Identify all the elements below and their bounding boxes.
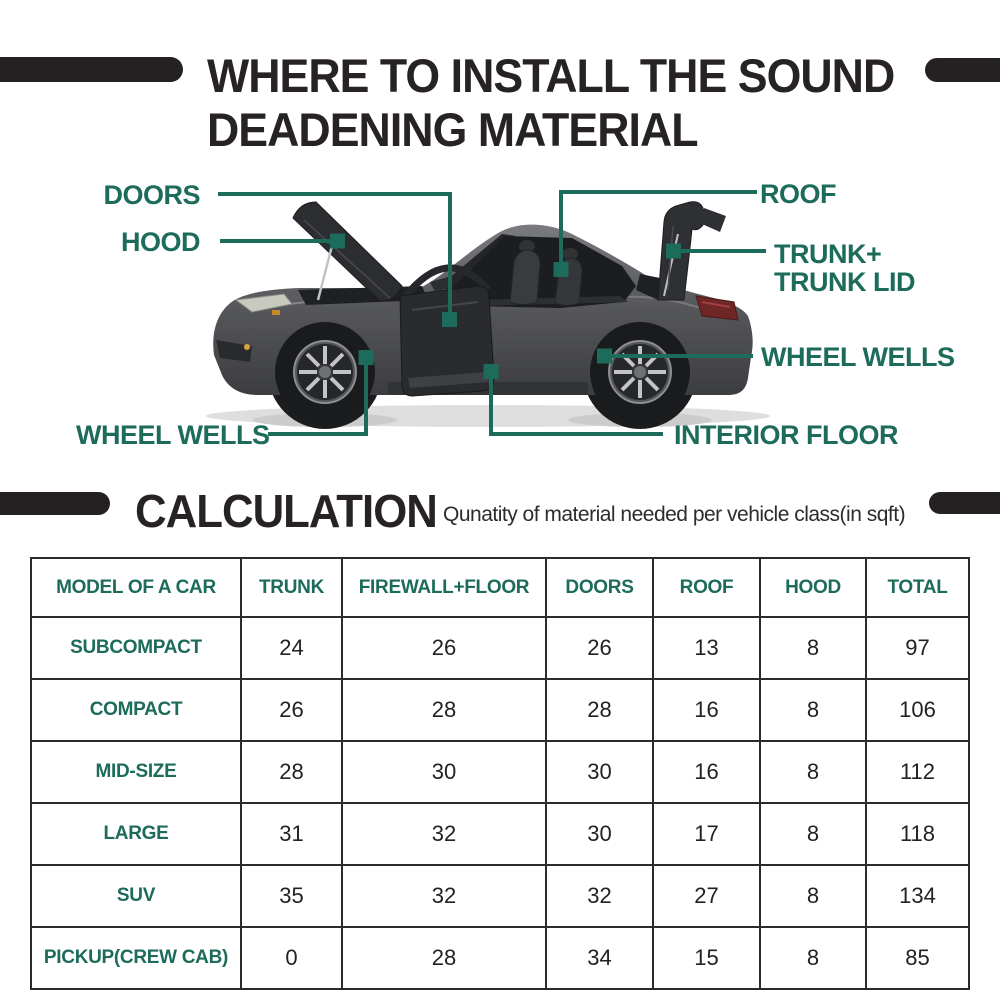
taillight — [696, 296, 738, 320]
cell-trunk: 28 — [241, 741, 342, 803]
title-left-bar — [0, 57, 183, 82]
table-header-row — [31, 558, 969, 617]
marker-interior-floor — [484, 364, 499, 379]
header-doors: DOORS — [546, 558, 653, 617]
cell-roof: 17 — [653, 803, 760, 865]
cell-doors: 34 — [546, 927, 653, 989]
cell-firewall-floor: 28 — [342, 927, 546, 989]
main-title-line2: DEADENING MATERIAL — [207, 103, 698, 156]
main-title-line1: WHERE TO INSTALL THE SOUND — [207, 49, 895, 102]
calculation-subtitle: Qunatity of material needed per vehicle class(in sqft) — [443, 503, 906, 526]
cell-trunk: 31 — [241, 803, 342, 865]
label-doors: DOORS — [103, 180, 200, 210]
table-row — [31, 617, 969, 679]
cell-total: 118 — [866, 803, 969, 865]
rear-wheel — [590, 322, 690, 422]
marker-wheel-wells-left — [359, 350, 374, 365]
label-trunk-line2: TRUNK LID — [774, 267, 915, 297]
cell-doors: 30 — [546, 741, 653, 803]
open-hood — [293, 202, 402, 301]
calculation-heading: CALCULATION — [135, 485, 437, 537]
cell-roof: 27 — [653, 865, 760, 927]
cell-hood: 8 — [760, 679, 866, 741]
table-row — [31, 741, 969, 803]
cell-hood: 8 — [760, 741, 866, 803]
row-model: COMPACT — [31, 679, 241, 741]
table-row — [31, 927, 969, 989]
marker-hood — [330, 234, 345, 249]
cell-total: 112 — [866, 741, 969, 803]
header-trunk: TRUNK — [241, 558, 342, 617]
cell-firewall-floor: 30 — [342, 741, 546, 803]
cell-roof: 13 — [653, 617, 760, 679]
cell-doors: 32 — [546, 865, 653, 927]
header-hood: HOOD — [760, 558, 866, 617]
cell-roof: 16 — [653, 741, 760, 803]
calc-left-bar — [0, 492, 110, 515]
cell-roof: 15 — [653, 927, 760, 989]
marker-trunk — [666, 244, 681, 259]
cell-total: 106 — [866, 679, 969, 741]
label-trunk-line1: TRUNK+ — [774, 239, 882, 269]
cell-doors: 28 — [546, 679, 653, 741]
cell-trunk: 35 — [241, 865, 342, 927]
header-total: TOTAL — [866, 558, 969, 617]
marker-doors — [442, 312, 457, 327]
header-roof: ROOF — [653, 558, 760, 617]
cell-hood: 8 — [760, 803, 866, 865]
front-wheel — [275, 322, 375, 422]
table-row — [31, 865, 969, 927]
row-model: SUBCOMPACT — [31, 617, 241, 679]
cell-total: 85 — [866, 927, 969, 989]
cell-firewall-floor: 28 — [342, 679, 546, 741]
cell-roof: 16 — [653, 679, 760, 741]
row-model: SUV — [31, 865, 241, 927]
marker-roof — [554, 262, 569, 277]
label-wheel-wells-left: WHEEL WELLS — [76, 420, 270, 450]
header-model: MODEL OF A CAR — [31, 558, 241, 617]
label-wheel-wells-right: WHEEL WELLS — [761, 342, 955, 372]
table-row — [31, 679, 969, 741]
cell-firewall-floor: 32 — [342, 803, 546, 865]
label-roof: ROOF — [760, 179, 836, 209]
cell-hood: 8 — [760, 927, 866, 989]
marker-wheel-wells-right — [597, 349, 612, 364]
cell-firewall-floor: 26 — [342, 617, 546, 679]
row-model: PICKUP(CREW CAB) — [31, 927, 241, 989]
table-row — [31, 803, 969, 865]
row-model: LARGE — [31, 803, 241, 865]
cell-hood: 8 — [760, 865, 866, 927]
cell-firewall-floor: 32 — [342, 865, 546, 927]
cell-trunk: 24 — [241, 617, 342, 679]
cell-trunk: 0 — [241, 927, 342, 989]
header-firewall-floor: FIREWALL+FLOOR — [342, 558, 546, 617]
label-hood: HOOD — [121, 227, 200, 257]
cell-doors: 30 — [546, 803, 653, 865]
cell-trunk: 26 — [241, 679, 342, 741]
material-quantity-table — [30, 557, 970, 990]
cell-hood: 8 — [760, 617, 866, 679]
cell-total: 97 — [866, 617, 969, 679]
label-interior-floor: INTERIOR FLOOR — [674, 420, 898, 450]
cell-total: 134 — [866, 865, 969, 927]
row-model: MID-SIZE — [31, 741, 241, 803]
title-right-bar — [925, 58, 1000, 82]
cell-doors: 26 — [546, 617, 653, 679]
calc-right-bar — [929, 492, 1000, 514]
